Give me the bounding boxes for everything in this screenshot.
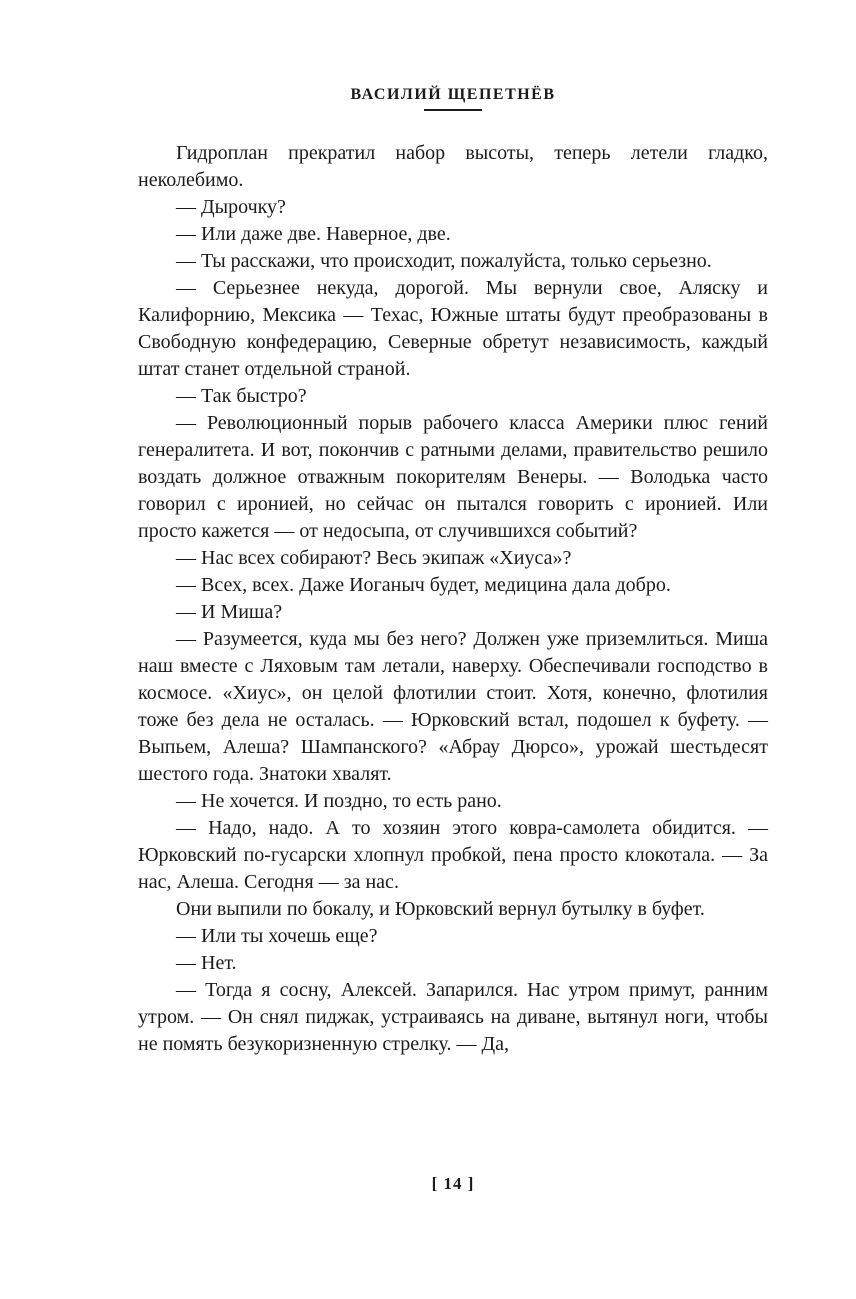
paragraph: Они выпили по бокалу, и Юрковский вернул бутылку в буфет. xyxy=(176,898,705,920)
running-header xyxy=(138,86,768,111)
paragraph: Гидроплан прекратил набор высоты, теперь летели гладко, неколебимо. xyxy=(138,142,768,191)
paragraph: — Ты расскажи, что происходит, пожалуйста, только серьезно. xyxy=(176,250,712,272)
paragraph: — Всех, всех. Даже Иоганыч будет, медицина дала добро. xyxy=(176,574,671,596)
paragraph: — Тогда я сосну, Алексей. Запарился. Нас утром примут, ранним утром. — Он снял пиджак, устраиваясь на диване, вытянул ноги, чтобы не помять безукоризненную стрелку. — Да, xyxy=(138,979,768,1055)
page-number: [ 14 ] xyxy=(431,1174,475,1193)
paragraph: — Нас всех собирают? Весь экипаж «Хиуса»? xyxy=(176,547,572,569)
paragraph: — Серьезнее некуда, дорогой. Мы вернули свое, Аляску и Калифорнию, Мексика — Техас, Южные штаты будут преобразованы в Свободную конфедерацию, Северные обретут независимость, каждый штат станет отдельной страной. xyxy=(138,277,768,380)
paragraph: — Надо, надо. А то хозяин этого ковра-самолета обидится. — Юрковский по-гусарски хлопнул пробкой, пена просто клокотала. — За нас, Алеша. Сегодня — за нас. xyxy=(138,817,768,893)
header-rule xyxy=(424,109,482,111)
paragraph: — Так быстро? xyxy=(176,385,307,407)
body-text xyxy=(138,140,768,1058)
paragraph: — Или даже две. Наверное, две. xyxy=(176,223,451,245)
paragraph: — Дырочку? xyxy=(176,196,286,218)
paragraph: — Разумеется, куда мы без него? Должен уже приземлиться. Миша наш вместе с Ляховым там летали, наверху. Обеспечивали господство в космосе. «Хиус», он целой флотилии стоит. Хотя, конечно, флотилия тоже без дела не осталась. — Юрковский встал, подошел к буфету. — Выпьем, Алеша? Шампанского? «Абрау Дюрсо», урожай шестьдесят шестого года. Знатоки хвалят. xyxy=(138,628,768,785)
author-name: ВАСИЛИЙ ЩЕПЕТНЁВ xyxy=(350,86,556,103)
page-footer xyxy=(138,1174,768,1194)
paragraph: — И Миша? xyxy=(176,601,283,623)
paragraph: — Не хочется. И поздно, то есть рано. xyxy=(176,790,502,812)
paragraph: — Нет. xyxy=(176,952,237,974)
paragraph: — Или ты хочешь еще? xyxy=(176,925,378,947)
paragraph: — Революционный порыв рабочего класса Америки плюс гений генералитета. И вот, покончив с ратными делами, правительство решило воздать должное отважным покорителям Венеры. — Володька часто говорил с иронией, но сейчас он пытался говорить с иронией. Или просто кажется — от недосыпа, от случившихся событий? xyxy=(138,412,768,542)
